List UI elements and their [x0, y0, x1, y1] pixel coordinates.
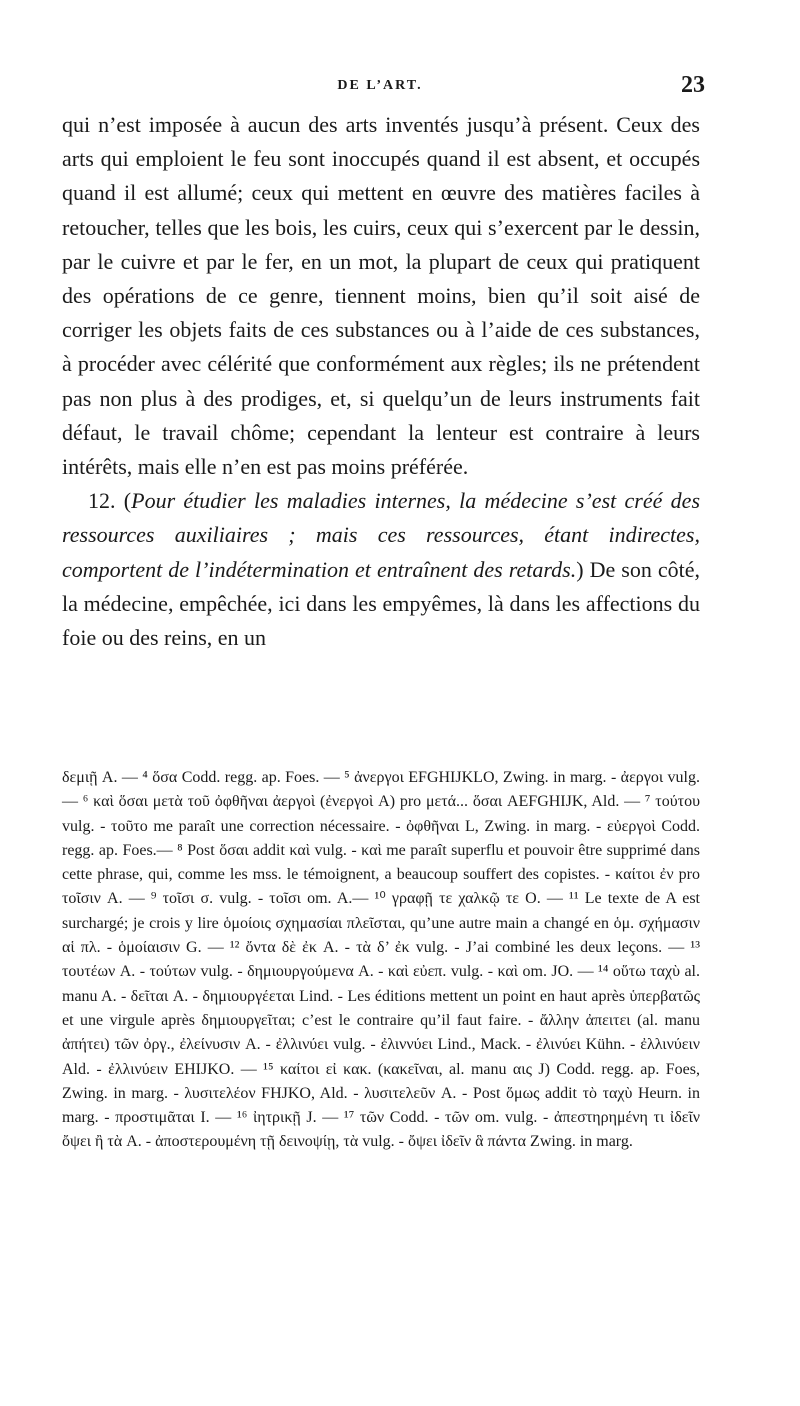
paragraph-2-text: ) De son côté, la médecine, empêchée, ici dans les empyêmes, là dans les affections du foie ou des reins, en un	[62, 556, 700, 651]
running-head	[60, 72, 705, 102]
footnotes: δεμιῇ A. — ⁴ ὅσα Codd. regg. ap. Foes. — ⁵ ἀνεργοι EFGHIJKLO, Zwing. in marg. - ἀεργοι vulg. — ⁶ καὶ ὅσαι μετὰ τοῦ ὀφθῆναι ἀεργοὶ (ἐνεργοὶ A) pro μετά... ὅσαι AEFGHIJK, Ald. — ⁷ τούτου vulg. - τοῦτο me paraît une correction nécessaire. - ὀφθῆναι L, Zwing. in marg. - εὐεργοὶ Codd. regg. ap. Foes.— ⁸ Post ὅσαι addit καὶ vulg. - καὶ me paraît superflu et pouvoir être supprimé dans cette phrase, qui, comme les mss. le témoignent, a beaucoup souffert des copistes. - καίτοι ἐν pro τοῖσιν A. — ⁹ τοῖσι σ. vulg. - τοῖσι om. A.— ¹⁰ γραφῇ τε χαλκῷ τε O. — ¹¹ Le texte de A est surchargé; je crois y lire ὁμοίοις σχημασίαι πλεῖσται, qu’une autre main a changé en ὁμ. σχήμασιν αἱ πλ. - ὁμοίαισιν G. — ¹² ὄντα δὲ ἐκ A. - τὰ δ’ ἐκ vulg. - J’ai combiné les deux leçons. — ¹³ τουτέων A. - τούτων vulg. - δημιουργούμενα A. - καὶ εὐεπ. vulg. - καὶ om. JO. — ¹⁴ οὕτω ταχὺ al. manu A. - δεῖται A. - δημιουργέεται Lind. - Les éditions mettent un point en haut après ὑπερβατῶς et une virgule après δημιουργεῖται; c’est le contraire qu’il faut faire. - ἄλλην ἀπειτει (al. manu ἀπήτει) τῶν ὀργ., ἐλείνυσιν A. - ἐλλινύει vulg. - ἐλιννύει Lind., Mack. - ἐλινύει Kühn. - ἐλλινύειν Ald. - ἐλλινύειν EHIJKO. — ¹⁵ καίτοι εἰ κακ. (κακεῖναι, al. manu αις J) Codd. regg. ap. Foes, Zwing. in marg. - λυσιτελέον FHJKO, Ald. - λυσιτελεῦν A. - Post ὅμως addit τὸ ταχὺ Heurn. in marg. - προστιμᾶται I. — ¹⁶ ἰητρικῇ J. — ¹⁷ τῶν Codd. - τῶν om. vulg. - ἀπεστηρημένη τι ἰδεῖν ὄψει ἢ τὰ A. - ἀποστερουμένη τῇ δεινοψίῃ, τὰ vulg. - ὄψει ἰδεῖν ἃ πάντα Zwing. in marg.	[62, 769, 700, 1151]
running-title: DE L’ART.	[337, 78, 423, 93]
section-number: 12.	[88, 488, 116, 514]
section-summary: Pour étudier les maladies internes, la médecine s’est créé des ressources auxiliaires ; mais ces ressources, étant indirectes, comportent de l’indétermination et entraînent des retards.	[62, 488, 701, 582]
paragraph-2	[62, 484, 700, 655]
page-number: 23	[681, 72, 705, 98]
paragraph-1: qui n’est imposée à aucun des arts inventés jusqu’à présent. Ceux des arts qui emploient le feu sont inoccupés quand il est absent, et occupés quand il est allumé; ceux qui mettent en œuvre des matières faciles à retoucher, telles que les bois, les cuirs, ceux qui s’exercent par le dessin, par le cuivre et par le fer, en un mot, la plupart de ceux qui pratiquent des opérations de ce genre, tiennent moins, bien qu’il soit aisé de corriger les objets faits de ces substances ou à l’aide de ces substances, à procéder avec célérité que conformément aux règles; ils ne prétendent pas non plus à des prodiges, et, si quelqu’un de leurs instruments fait défaut, le travail chôme; cependant la lenteur est contraire à leurs intérêts, mais elle n’en est pas moins préférée.	[62, 112, 700, 480]
main-text	[62, 108, 700, 655]
open-paren: (	[115, 488, 132, 514]
